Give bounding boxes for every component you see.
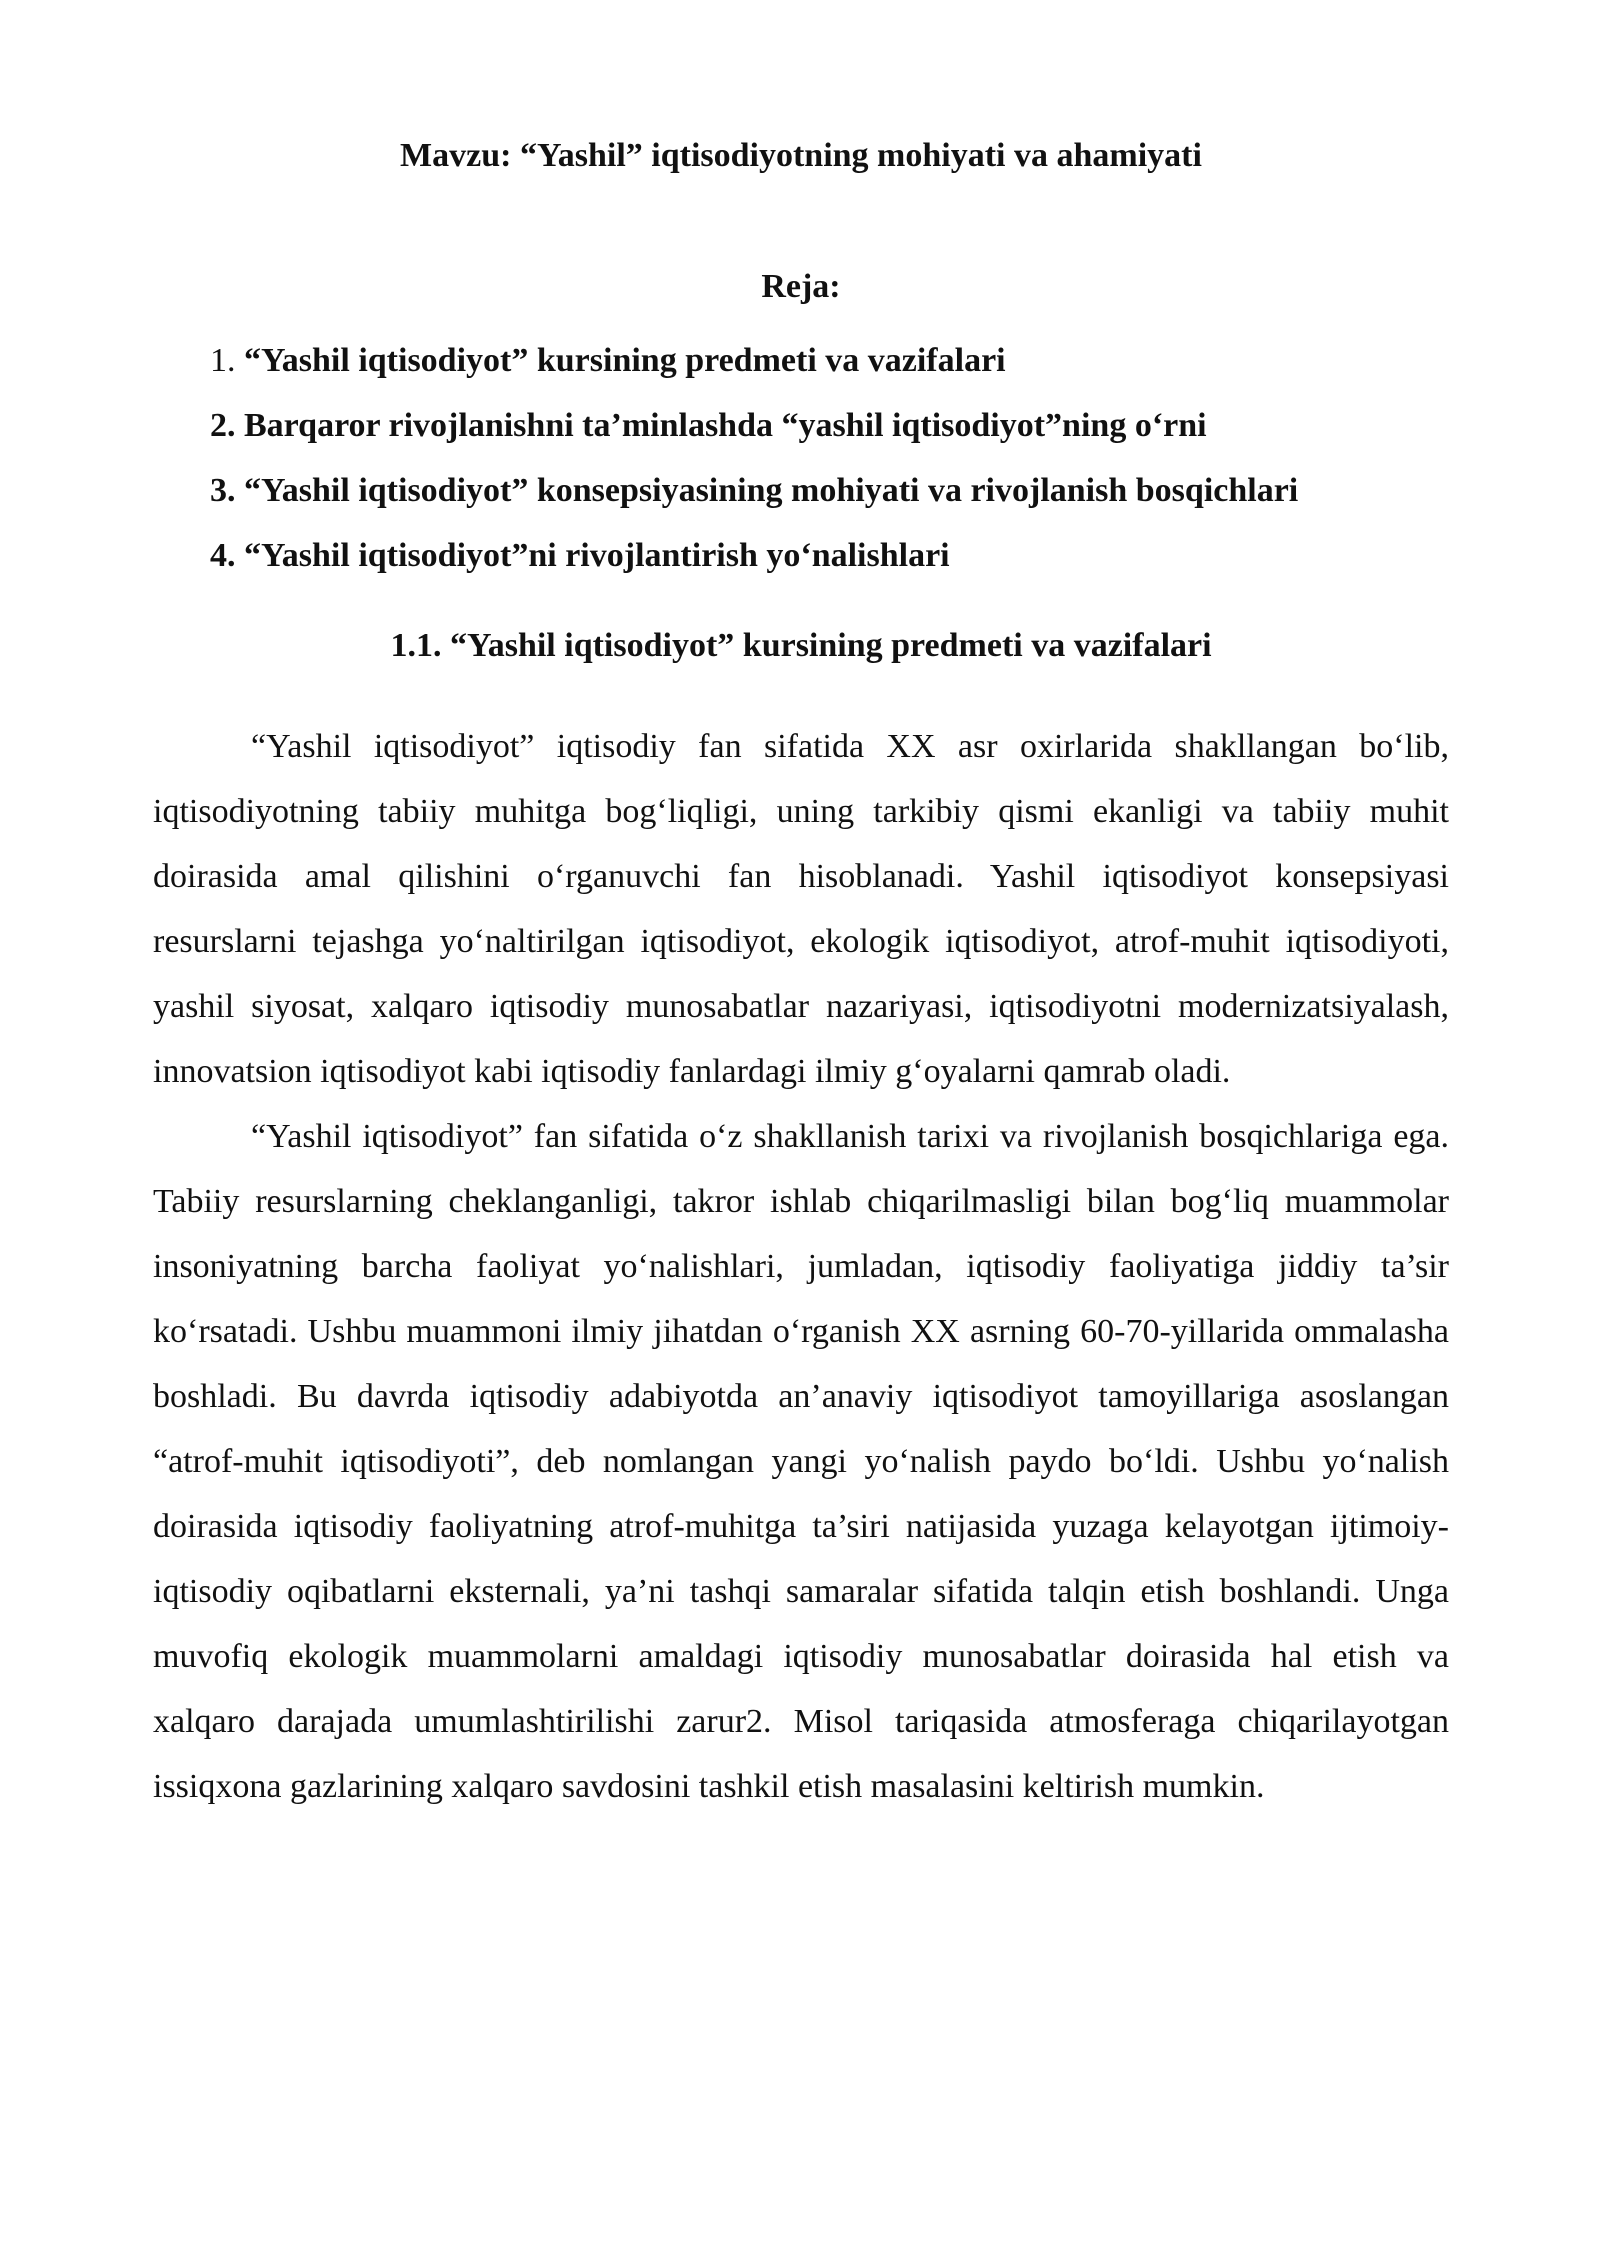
- document-title: Mavzu: “Yashil” iqtisodiyotning mohiyati va ahamiyati: [400, 137, 1202, 174]
- section-body: [153, 714, 1449, 1819]
- plan-item-text: Barqaror rivojlanishni ta’minlashda “yashil iqtisodiyot”ning o‘rni: [244, 407, 1207, 444]
- plan-item-text: “Yashil iqtisodiyot” konsepsiyasining mohiyati va rivojlanish bosqichlari: [244, 472, 1299, 509]
- plan-item: [210, 328, 1298, 393]
- body-paragraph: “Yashil iqtisodiyot” iqtisodiy fan sifatida XX asr oxirlarida shakllangan bo‘lib, iqtisodiyotning tabiiy muhitga bog‘liqligi, uning tarkibiy qismi ekanligi va tabiiy muhit doirasida amal qilishini o‘rganuvchi fan hisoblanadi. Yashil iqtisodiyot konsepsiyasi resurslarni tejashga yo‘naltirilgan iqtisodiyot, ekologik iqtisodiyot, atrof-muhit iqtisodiyoti, yashil siyosat, xalqaro iqtisodiy munosabatlar nazariyasi, iqtisodiyotni modernizatsiyalash, innovatsion iqtisodiyot kabi iqtisodiy fanlardagi ilmiy g‘oyalarni qamrab oladi.: [153, 728, 1449, 1090]
- plan-item: [210, 393, 1298, 458]
- plan-heading: Reja:: [761, 268, 841, 305]
- plan-item-text: “Yashil iqtisodiyot” kursining predmeti va vazifalari: [244, 342, 1006, 379]
- plan-list: [210, 328, 1298, 588]
- plan-item: [210, 458, 1298, 523]
- plan-item-number: 2.: [210, 407, 236, 444]
- plan-item-number: 1.: [210, 342, 236, 379]
- plan-item-number: 3.: [210, 472, 236, 509]
- plan-item-text: “Yashil iqtisodiyot”ni rivojlantirish yo‘nalishlari: [244, 537, 950, 574]
- body-paragraph: “Yashil iqtisodiyot” fan sifatida o‘z shakllanish tarixi va rivojlanish bosqichlariga ega. Tabiiy resurslarning cheklanganligi, takror ishlab chiqarilmasligi bilan bog‘liq muammolar insoniyatning barcha faoliyat yo‘nalishlari, jumladan, iqtisodiy faoliyatiga jiddiy ta’sir ko‘rsatadi. Ushbu muammoni ilmiy jihatdan o‘rganish XX asrning 60-70-yillarida ommalasha boshladi. Bu davrda iqtisodiy adabiyotda an’anaviy iqtisodiyot tamoyillariga asoslangan “atrof-muhit iqtisodiyoti”, deb nomlangan yangi yo‘nalish paydo bo‘ldi. Ushbu yo‘nalish doirasida iqtisodiy faoliyatning atrof-muhitga ta’siri natijasida yuzaga kelayotgan ijtimoiy-iqtisodiy oqibatlarni eksternali, ya’ni tashqi samaralar sifatida talqin etish boshlandi. Unga muvofiq ekologik muammolarni amaldagi iqtisodiy munosabatlar doirasida hal etish va xalqaro darajada umumlashtirilishi zarur2. Misol tariqasida atmosferaga chiqarilayotgan issiqxona gazlarining xalqaro savdosini tashkil etish masalasini keltirish mumkin.: [153, 1118, 1449, 1805]
- plan-item: [210, 523, 1298, 588]
- section-heading: 1.1. “Yashil iqtisodiyot” kursining predmeti va vazifalari: [390, 627, 1212, 664]
- plan-item-number: 4.: [210, 537, 236, 574]
